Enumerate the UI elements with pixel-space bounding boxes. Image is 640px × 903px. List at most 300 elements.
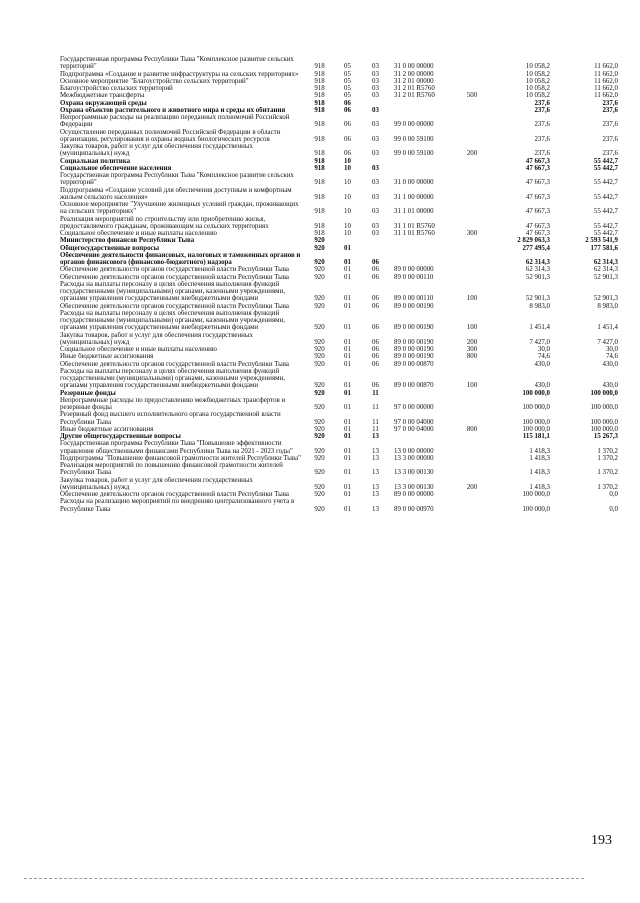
table-row xyxy=(60,411,618,426)
row-target-article: 13 3 00 00000 xyxy=(394,454,434,462)
row-name: Министерство финансов Республики Тыва xyxy=(60,237,195,245)
row-amount-year2: 11 662,0 xyxy=(594,70,618,78)
row-ministry-code: 920 xyxy=(314,266,325,274)
row-expense-type xyxy=(460,56,484,71)
row-section: 01 xyxy=(344,469,351,477)
row-target-article: 99 0 00 59100 xyxy=(394,150,434,158)
row-name: Расходы на реализацию мероприятий по внедрению централизованного учета в Республике Тыва xyxy=(60,498,295,513)
row-section: 01 xyxy=(344,418,351,426)
row-target-article xyxy=(390,107,460,114)
row-ministry-code: 920 xyxy=(314,353,325,361)
row-ministry-code: 920 xyxy=(314,505,325,513)
row-name: Социальное обеспечение и иные выплаты населению xyxy=(60,346,217,353)
budget-table xyxy=(60,56,618,513)
row-target-article: 97 0 00 04000 xyxy=(394,418,434,426)
row-name: Обеспечение деятельности финансовых, налоговых и таможенных органов и органов финансового (финансово-бюджетного) надзора xyxy=(60,251,301,266)
row-target-article: 89 0 00 00870 xyxy=(394,382,434,390)
table-row xyxy=(60,310,618,332)
row-amount-year2: 52 901,3 xyxy=(593,273,618,281)
table-row xyxy=(60,143,618,158)
row-amount-year1: 10 058,2 xyxy=(525,92,550,100)
row-ministry-code: 920 xyxy=(314,483,325,491)
row-subsection: 03 xyxy=(372,164,379,172)
row-amount-year1: 52 901,3 xyxy=(525,273,550,281)
table-row xyxy=(60,368,618,390)
row-amount-year2: 0,0 xyxy=(609,491,618,498)
row-amount-year2: 11 662,0 xyxy=(594,92,618,100)
row-amount-year1: 237,6 xyxy=(534,121,550,129)
row-subsection: 13 xyxy=(372,469,379,477)
row-amount-year2: 0,0 xyxy=(609,505,618,513)
row-expense-type: 300 xyxy=(466,230,478,237)
row-section: 06 xyxy=(344,121,351,129)
table-row xyxy=(60,100,618,107)
row-subsection: 03 xyxy=(372,70,379,78)
row-expense-type xyxy=(460,78,484,85)
row-ministry-code: 918 xyxy=(314,135,325,143)
row-name: Подпрограмма «Создание и развитие инфраструктуры на сельских территориях» xyxy=(60,70,299,78)
row-amount-year1: 100 000,0 xyxy=(522,505,550,513)
row-expense-type: 100 xyxy=(466,382,478,390)
row-target-article xyxy=(390,390,460,397)
row-target-article: 89 0 00 00190 xyxy=(394,324,434,332)
row-section: 05 xyxy=(344,63,351,71)
row-name: Обеспечение деятельности органов государственной власти Республики Тыва xyxy=(60,266,289,274)
row-section xyxy=(334,237,361,244)
row-amount-year2: 52 901,3 xyxy=(593,295,618,303)
row-ministry-code: 920 xyxy=(314,259,325,266)
row-name: Обеспечение деятельности органов государственной власти Республики Тыва xyxy=(60,302,289,310)
row-subsection xyxy=(361,245,390,252)
row-amount-year2: 177 581,6 xyxy=(590,244,618,252)
row-section: 01 xyxy=(344,425,351,433)
row-amount-year2: 1 370,2 xyxy=(597,469,618,477)
row-target-article xyxy=(390,100,460,107)
row-name: Социальное обеспечение и иные выплаты населению xyxy=(60,230,217,237)
row-target-article: 31 0 00 00000 xyxy=(394,63,434,71)
row-expense-type xyxy=(460,390,484,397)
row-target-article: 31 1 00 00000 xyxy=(394,193,434,201)
row-target-article: 31 1 01 R5760 xyxy=(394,230,435,237)
row-target-article: 97 0 00 00000 xyxy=(394,404,434,411)
row-expense-type xyxy=(460,498,484,513)
row-expense-type xyxy=(460,172,484,187)
row-amount-year2: 237,6 xyxy=(602,99,618,107)
row-section: 06 xyxy=(344,135,351,143)
row-name: Социальное обеспечение населения xyxy=(60,164,172,172)
row-subsection: 06 xyxy=(372,259,379,266)
row-expense-type xyxy=(460,303,484,310)
row-name: Благоустройство сельских территорий xyxy=(60,85,173,92)
table-row xyxy=(60,491,618,498)
row-ministry-code: 918 xyxy=(314,77,325,85)
table-row xyxy=(60,114,618,129)
row-target-article: 97 0 00 04000 xyxy=(394,425,434,433)
row-subsection: 13 xyxy=(372,505,379,513)
row-target-article: 89 0 00 00870 xyxy=(394,360,434,368)
row-section: 10 xyxy=(344,164,351,172)
row-subsection: 03 xyxy=(372,85,379,92)
row-amount-year1: 1 418,3 xyxy=(529,469,550,477)
table-row xyxy=(60,78,618,85)
row-ministry-code: 920 xyxy=(314,418,325,426)
row-expense-type xyxy=(460,165,484,172)
row-subsection xyxy=(361,100,390,107)
row-name: Иные бюджетные ассигнования xyxy=(60,353,154,361)
row-amount-year2: 1 451,4 xyxy=(597,324,618,332)
page-number: 193 xyxy=(591,833,612,848)
row-subsection xyxy=(361,237,390,244)
row-section: 10 xyxy=(344,230,351,237)
table-row xyxy=(60,390,618,397)
table-row xyxy=(60,361,618,368)
row-amount-year2: 55 442,7 xyxy=(593,193,618,201)
row-amount-year2: 237,6 xyxy=(602,106,618,114)
row-name: Другие общегосударственные вопросы xyxy=(60,433,181,440)
row-expense-type xyxy=(460,440,484,455)
row-section: 06 xyxy=(344,150,351,158)
row-expense-type xyxy=(460,100,484,107)
table-row xyxy=(60,397,618,412)
row-ministry-code: 918 xyxy=(314,63,325,71)
row-ministry-code: 918 xyxy=(314,92,325,100)
row-amount-year2: 62 314,3 xyxy=(593,266,618,274)
row-amount-year2: 1 370,2 xyxy=(597,447,618,455)
row-section: 01 xyxy=(344,505,351,513)
row-ministry-code: 920 xyxy=(314,324,325,332)
table-row xyxy=(60,216,618,231)
row-amount-year1: 430,0 xyxy=(534,360,550,368)
row-target-article xyxy=(390,165,460,172)
row-amount-year1: 47 667,3 xyxy=(525,222,550,230)
table-row xyxy=(60,92,618,99)
row-amount-year2: 30,0 xyxy=(605,346,618,353)
row-target-article: 89 0 00 00000 xyxy=(394,491,434,498)
table-row xyxy=(60,346,618,353)
table-row xyxy=(60,332,618,347)
row-subsection: 06 xyxy=(372,338,379,346)
row-subsection: 06 xyxy=(372,382,379,390)
row-name: Непрограммные расходы по предоставлению межбюджетных трансфертов и резервные фонды xyxy=(60,396,286,411)
row-amount-year2: 7 427,0 xyxy=(597,338,618,346)
row-name: Резервные фонды xyxy=(60,389,116,397)
row-name: Подпрограмма "Повышение финансовой грамотности жителей Республики Тыва" xyxy=(60,454,301,462)
row-ministry-code: 920 xyxy=(314,425,325,433)
row-ministry-code: 918 xyxy=(314,150,325,158)
row-subsection: 13 xyxy=(372,454,379,462)
row-subsection: 03 xyxy=(372,106,379,114)
row-expense-type xyxy=(460,237,484,244)
row-expense-type xyxy=(460,158,484,165)
row-expense-type xyxy=(460,266,484,273)
row-expense-type xyxy=(460,107,484,114)
row-target-article xyxy=(390,433,460,440)
row-subsection xyxy=(361,158,390,165)
row-target-article: 89 0 00 00970 xyxy=(394,505,434,513)
row-subsection: 06 xyxy=(372,295,379,303)
row-amount-year2: 100 000,0 xyxy=(590,404,618,411)
row-expense-type xyxy=(460,114,484,129)
table-row xyxy=(60,165,618,172)
row-target-article: 99 0 00 59100 xyxy=(394,135,434,143)
table-row xyxy=(60,455,618,462)
row-section: 01 xyxy=(344,483,351,491)
row-ministry-code: 920 xyxy=(314,346,325,353)
table-row xyxy=(60,426,618,433)
row-subsection: 03 xyxy=(372,208,379,216)
row-name: Обеспечение деятельности органов государственной власти Республики Тыва xyxy=(60,273,289,281)
row-section: 01 xyxy=(344,382,351,390)
row-amount-year1: 47 667,3 xyxy=(525,179,550,187)
row-subsection: 03 xyxy=(372,179,379,187)
row-amount-year2: 1 370,2 xyxy=(597,483,618,491)
row-subsection: 06 xyxy=(372,302,379,310)
row-amount-year2: 11 662,0 xyxy=(594,77,618,85)
row-ministry-code: 920 xyxy=(314,389,325,397)
row-name: Охрана объектов растительного и животного мира и среды их обитания xyxy=(60,106,286,114)
row-section: 05 xyxy=(344,85,351,92)
row-expense-type xyxy=(460,455,484,462)
row-amount-year1: 30,0 xyxy=(537,346,550,353)
row-subsection: 13 xyxy=(372,447,379,455)
row-ministry-code: 920 xyxy=(314,491,325,498)
row-amount-year2: 55 442,7 xyxy=(593,222,618,230)
row-amount-year1: 10 058,2 xyxy=(525,70,550,78)
row-ministry-code: 918 xyxy=(314,208,325,216)
row-name: Социальная политика xyxy=(60,157,131,165)
row-expense-type xyxy=(460,491,484,498)
row-section: 01 xyxy=(344,259,351,266)
row-subsection: 03 xyxy=(372,193,379,201)
row-ministry-code: 920 xyxy=(314,360,325,368)
row-subsection: 13 xyxy=(372,483,379,491)
row-name: Закупка товаров, работ и услуг для обеспечения государственных (муниципальных) нужд xyxy=(60,476,253,491)
row-amount-year2: 74,6 xyxy=(605,353,618,361)
table-row xyxy=(60,172,618,187)
row-subsection: 13 xyxy=(372,491,379,498)
row-amount-year2: 11 662,0 xyxy=(594,63,618,71)
row-section: 05 xyxy=(344,70,351,78)
row-target-article: 31 2 01 00000 xyxy=(394,77,434,85)
row-expense-type: 200 xyxy=(466,483,478,491)
row-amount-year1: 237,6 xyxy=(534,106,550,114)
row-ministry-code: 918 xyxy=(314,70,325,78)
row-name: Охрана окружающей среды xyxy=(60,99,147,107)
row-target-article xyxy=(390,252,460,267)
row-section: 10 xyxy=(344,222,351,230)
row-amount-year2: 62 314,3 xyxy=(593,259,618,266)
row-expense-type xyxy=(460,187,484,202)
row-section: 05 xyxy=(344,77,351,85)
row-name: Подпрограмма «Создание условий для обеспечения доступным и комфортным жильем сельского населения» xyxy=(60,186,292,201)
row-amount-year1: 237,6 xyxy=(534,150,550,158)
row-section: 01 xyxy=(344,491,351,498)
table-row xyxy=(60,201,618,216)
row-ministry-code: 920 xyxy=(314,382,325,390)
row-name: Осуществление переданных полномочий Российской Федерации в области организации, регулирования и охраны водных биологических ресурсов xyxy=(60,128,281,143)
row-ministry-code: 918 xyxy=(314,106,325,114)
row-expense-type xyxy=(460,411,484,426)
row-section: 10 xyxy=(344,208,351,216)
table-row xyxy=(60,158,618,165)
table-row xyxy=(60,281,618,303)
row-section: 05 xyxy=(344,92,351,100)
row-amount-year1: 1 418,3 xyxy=(529,454,550,462)
row-ministry-code: 918 xyxy=(314,179,325,187)
row-section: 01 xyxy=(344,404,351,411)
row-section: 01 xyxy=(344,353,351,361)
row-amount-year1: 8 983,0 xyxy=(529,302,550,310)
row-amount-year2: 55 442,7 xyxy=(593,157,618,165)
row-expense-type xyxy=(460,201,484,216)
row-amount-year1: 115 181,1 xyxy=(522,433,550,440)
scan-bottom-rule xyxy=(24,878,584,879)
table-row xyxy=(60,477,618,492)
row-amount-year1: 62 314,3 xyxy=(525,259,550,266)
table-row xyxy=(60,230,618,237)
row-section: 01 xyxy=(344,338,351,346)
row-subsection: 03 xyxy=(372,222,379,230)
table-row xyxy=(60,245,618,252)
row-amount-year1: 7 427,0 xyxy=(529,338,550,346)
row-expense-type: 500 xyxy=(466,92,478,100)
row-subsection: 03 xyxy=(372,150,379,158)
row-section: 01 xyxy=(344,360,351,368)
table-row xyxy=(60,237,618,244)
row-section: 01 xyxy=(344,324,351,332)
row-amount-year1: 100 000,0 xyxy=(522,491,550,498)
row-expense-type xyxy=(460,462,484,477)
row-subsection: 06 xyxy=(372,360,379,368)
row-amount-year2: 430,0 xyxy=(602,360,618,368)
row-expense-type xyxy=(460,252,484,267)
row-section: 01 xyxy=(344,454,351,462)
row-name: Реализация мероприятий по строительству или приобретению жилья, предоставляемого гражданам, проживающим на сельских территориях xyxy=(60,215,269,230)
row-name: Закупка товаров, работ и услуг для обеспечения государственных (муниципальных) нужд xyxy=(60,331,253,346)
row-subsection: 11 xyxy=(372,389,379,397)
row-amount-year2: 8 983,0 xyxy=(597,302,618,310)
row-target-article xyxy=(390,245,460,252)
table-row xyxy=(60,303,618,310)
row-ministry-code: 920 xyxy=(314,295,325,303)
table-row xyxy=(60,187,618,202)
row-amount-year2: 100 000,0 xyxy=(590,425,618,433)
row-amount-year2: 237,6 xyxy=(602,150,618,158)
row-section: 01 xyxy=(344,433,351,440)
row-amount-year1: 52 901,3 xyxy=(525,295,550,303)
row-amount-year1: 10 058,2 xyxy=(525,77,550,85)
row-amount-year2: 100 000,0 xyxy=(590,418,618,426)
row-expense-type: 300 xyxy=(466,346,478,353)
row-amount-year1: 100 000,0 xyxy=(522,404,550,411)
row-subsection: 06 xyxy=(372,353,379,361)
table-row xyxy=(60,433,618,440)
row-target-article: 99 0 00 00000 xyxy=(394,121,434,129)
table-row xyxy=(60,107,618,114)
row-name: Иные бюджетные ассигнования xyxy=(60,425,154,433)
row-amount-year1: 47 667,3 xyxy=(525,164,550,172)
row-expense-type: 200 xyxy=(466,338,478,346)
row-amount-year2: 11 662,0 xyxy=(594,85,618,92)
row-target-article: 31 2 01 R5760 xyxy=(394,92,435,100)
row-amount-year1: 277 495,4 xyxy=(522,244,550,252)
row-expense-type xyxy=(460,361,484,368)
row-target-article: 13 3 00 00130 xyxy=(394,483,434,491)
row-ministry-code: 920 xyxy=(314,433,325,440)
row-target-article xyxy=(390,158,460,165)
row-amount-year1: 62 314,3 xyxy=(525,266,550,274)
row-ministry-code: 918 xyxy=(314,230,325,237)
table-row xyxy=(60,85,618,92)
row-amount-year1: 237,6 xyxy=(534,135,550,143)
row-expense-type xyxy=(460,397,484,412)
row-expense-type xyxy=(460,433,484,440)
row-name: Государственная программа Республики Тыва "Повышение эффективности управления общественными финансами Республики Тыва на 2021 - 2023 годы" xyxy=(60,440,293,455)
row-name: Межбюджетные трансферты xyxy=(60,92,145,100)
row-expense-type xyxy=(460,245,484,252)
row-amount-year1: 237,6 xyxy=(534,99,550,107)
row-expense-type: 100 xyxy=(466,295,478,303)
row-expense-type xyxy=(460,85,484,92)
row-target-article: 89 0 00 00110 xyxy=(394,295,434,303)
row-ministry-code: 920 xyxy=(314,273,325,281)
row-section: 06 xyxy=(344,106,351,114)
row-name: Государственная программа Республики Тыва "Комплексное развитие сельских территорий" xyxy=(60,172,294,187)
row-amount-year2: 55 442,7 xyxy=(593,208,618,216)
row-target-article: 13 3 00 00130 xyxy=(394,469,434,477)
row-name: Общегосударственные вопросы xyxy=(60,244,159,252)
row-target-article: 31 2 00 00000 xyxy=(394,70,434,78)
row-section: 01 xyxy=(344,346,351,353)
row-name: Расходы на выплаты персоналу в целях обеспечения выполнения функций государственными (муниципальными) органами, казенными учреждениями, органами управления государственными внебюджетными фондами xyxy=(60,309,285,332)
row-target-article: 89 0 00 00000 xyxy=(394,266,434,274)
row-target-article: 31 0 00 00000 xyxy=(394,179,434,187)
row-ministry-code: 918 xyxy=(314,121,325,129)
row-amount-year2: 1 370,2 xyxy=(597,454,618,462)
table-row xyxy=(60,56,618,71)
row-subsection: 06 xyxy=(372,324,379,332)
row-section: 10 xyxy=(344,179,351,187)
row-amount-year1: 10 058,2 xyxy=(525,85,550,92)
row-section: 01 xyxy=(344,389,351,397)
row-target-article: 13 0 00 00000 xyxy=(394,447,434,455)
row-subsection: 03 xyxy=(372,230,379,237)
row-subsection: 03 xyxy=(372,92,379,100)
row-expense-type: 200 xyxy=(466,150,478,158)
row-amount-year1: 47 667,3 xyxy=(525,208,550,216)
row-target-article: 31 2 01 R5760 xyxy=(394,85,435,92)
table-row xyxy=(60,71,618,78)
row-subsection: 03 xyxy=(372,135,379,143)
row-ministry-code: 918 xyxy=(314,99,325,107)
row-section: 01 xyxy=(344,273,351,281)
table-row xyxy=(60,129,618,144)
row-section: 10 xyxy=(344,193,351,201)
row-section: 01 xyxy=(344,295,351,303)
row-ministry-code: 920 xyxy=(314,338,325,346)
row-ministry-code: 918 xyxy=(314,164,325,172)
row-amount-year2: 55 442,7 xyxy=(593,164,618,172)
row-amount-year2: 237,6 xyxy=(602,121,618,129)
table-row xyxy=(60,274,618,281)
budget-table-page xyxy=(60,56,620,513)
row-target-article: 89 0 00 00190 xyxy=(394,302,434,310)
row-amount-year1: 100 000,0 xyxy=(522,418,550,426)
row-section: 01 xyxy=(344,302,351,310)
row-name: Реализация мероприятий по повышению финансовой грамотности жителей Республики Тыва xyxy=(60,462,283,477)
row-section: 01 xyxy=(344,244,351,252)
row-ministry-code: 920 xyxy=(314,302,325,310)
